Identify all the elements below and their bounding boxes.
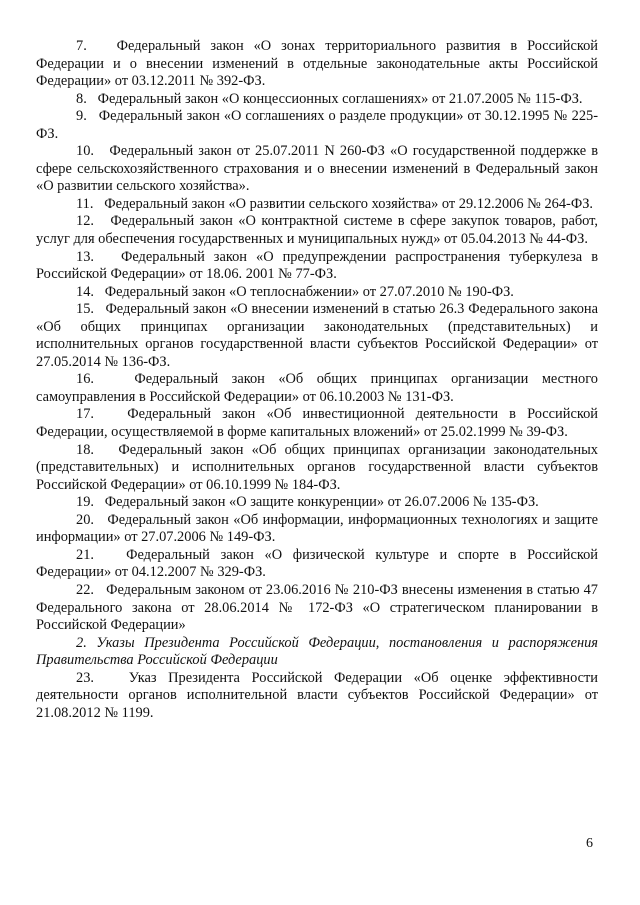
law-item-13: 13. Федеральный закон «О предупреждении распространения туберкулеза в Российской Федерации» от 18.06. 2001 № 77-ФЗ. bbox=[36, 248, 598, 283]
law-item-20: 20. Федеральный закон «Об информации, информационных технологиях и защите информации» от 27.07.2006 № 149-ФЗ. bbox=[36, 511, 598, 546]
law-item-22: 22. Федеральным законом от 23.06.2016 № 210-ФЗ внесены изменения в статью 47 Федерального закона от 28.06.2014 № 172-ФЗ «О стратегическом планировании в Российской Федерации» bbox=[36, 581, 598, 634]
law-item-18: 18. Федеральный закон «Об общих принципах организации законодательных (представительных) и исполнительных органов государственной власти субъектов Российской Федерации» от 06.10.1999 № 184-ФЗ. bbox=[36, 441, 598, 493]
law-item-10: 10. Федеральный закон от 25.07.2011 N 260-ФЗ «О государственной поддержке в сфере сельскохозяйственного страхования и о внесении изменений в Федеральный закон «О развитии сельского хозяйства». bbox=[36, 143, 598, 195]
law-item-21: 21. Федеральный закон «О физической культуре и спорте в Российской Федерации» от 04.12.2007 № 329-ФЗ. bbox=[36, 546, 598, 581]
law-item-12: 12. Федеральный закон «О контрактной системе в сфере закупок товаров, работ, услуг для обеспечения государственных и муниципальных нужд» от 05.04.2013 № 44-ФЗ. bbox=[36, 213, 598, 248]
law-item-16: 16. Федеральный закон «Об общих принципах организации местного самоуправления в Российской Федерации» от 06.10.2003 № 131-ФЗ. bbox=[36, 371, 598, 405]
law-item-11: 11. Федеральный закон «О развитии сельского хозяйства» от 29.12.2006 № 264-ФЗ. bbox=[76, 195, 594, 212]
law-item-23: 23. Указ Президента Российской Федерации «Об оценке эффективности деятельности органов исполнительной власти субъектов Российской Федерации» от 21.08.2012 № 1199. bbox=[36, 669, 598, 721]
law-item-7: 7. Федеральный закон «О зонах территориального развития в Российской Федерации и о внесении изменений в отдельные законодательные акты Российской Федерации» от 03.12.2011 № 392-ФЗ. bbox=[36, 38, 598, 90]
section-heading: 2. Указы Президента Российской Федерации, постановления и распоряжения Правительства Российской Федерации bbox=[36, 634, 598, 669]
document-page bbox=[36, 38, 598, 722]
law-item-15: 15. Федеральный закон «О внесении изменений в статью 26.3 Федерального закона «Об общих принципах организации законодательных (представительных) и исполнительных органов государственной власти субъектов Российской Федерации» от 27.05.2014 № 136-ФЗ. bbox=[36, 301, 598, 370]
law-item-17: 17. Федеральный закон «Об инвестиционной деятельности в Российской Федерации, осуществляемой в форме капитальных вложений» от 25.02.1999 № 39-ФЗ. bbox=[36, 406, 598, 441]
law-item-9: 9. Федеральный закон «О соглашениях о разделе продукции» от 30.12.1995 № 225-ФЗ. bbox=[36, 108, 598, 142]
law-item-19: 19. Федеральный закон «О защите конкуренции» от 26.07.2006 № 135-ФЗ. bbox=[76, 494, 539, 511]
page-number: 6 bbox=[586, 836, 593, 851]
law-item-14: 14. Федеральный закон «О теплоснабжении» от 27.07.2010 № 190-ФЗ. bbox=[76, 283, 514, 300]
law-item-8: 8. Федеральный закон «О концессионных соглашениях» от 21.07.2005 № 115-ФЗ. bbox=[76, 90, 583, 107]
